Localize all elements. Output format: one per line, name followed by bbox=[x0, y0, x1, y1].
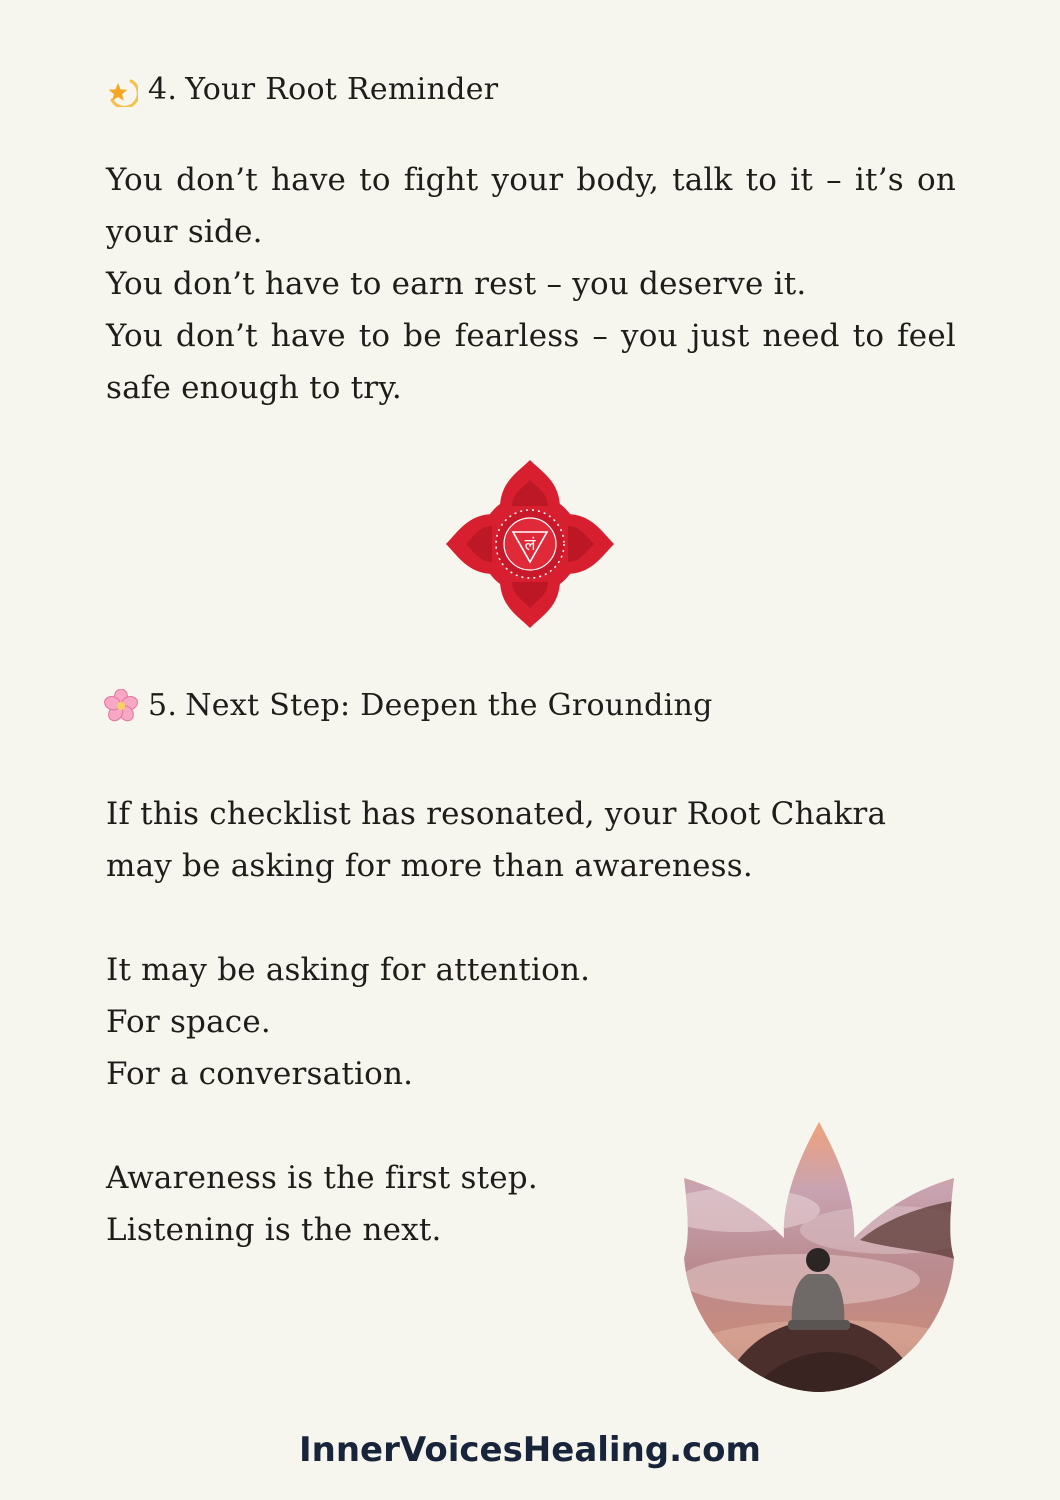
cherry-blossom-icon bbox=[104, 689, 138, 723]
chakra-glyph: लं bbox=[524, 535, 536, 554]
section-5-heading bbox=[104, 688, 713, 723]
next-step-lines-3 bbox=[106, 1152, 646, 1256]
next-step-line: Awareness is the first step. bbox=[106, 1160, 538, 1196]
reminder-paragraph-2: You don’t have to earn rest – you deserve it. bbox=[106, 266, 807, 302]
reminder-paragraph-3: You don’t have to be fearless – you just need to feel safe enough to try. bbox=[106, 318, 956, 406]
next-step-line: It may be asking for attention. bbox=[106, 952, 591, 988]
section-5-number: 5. bbox=[148, 688, 178, 723]
next-step-paragraph-1 bbox=[106, 788, 956, 892]
section-4-number: 4. bbox=[148, 72, 178, 107]
next-step-line: Listening is the next. bbox=[106, 1212, 442, 1248]
reminder-paragraph-1: You don’t have to fight your body, talk to it – it’s on your side. bbox=[106, 162, 956, 250]
next-step-lines-2 bbox=[106, 944, 956, 1100]
next-step-line: For a conversation. bbox=[106, 1056, 414, 1092]
lotus-meditation-photo bbox=[680, 1120, 958, 1394]
section-4-heading bbox=[104, 72, 498, 107]
root-chakra-icon bbox=[444, 458, 616, 630]
section-4-title: Your Root Reminder bbox=[185, 72, 499, 107]
website-footer[interactable]: InnerVoicesHealing.com bbox=[299, 1430, 761, 1470]
next-step-text: If this checklist has resonated, your Root Chakra may be asking for more than awareness. bbox=[106, 796, 887, 884]
section-4-body bbox=[106, 154, 956, 414]
next-step-line: For space. bbox=[106, 1004, 271, 1040]
dizzy-star-icon bbox=[104, 73, 138, 107]
section-5-title: Next Step: Deepen the Grounding bbox=[185, 688, 713, 723]
